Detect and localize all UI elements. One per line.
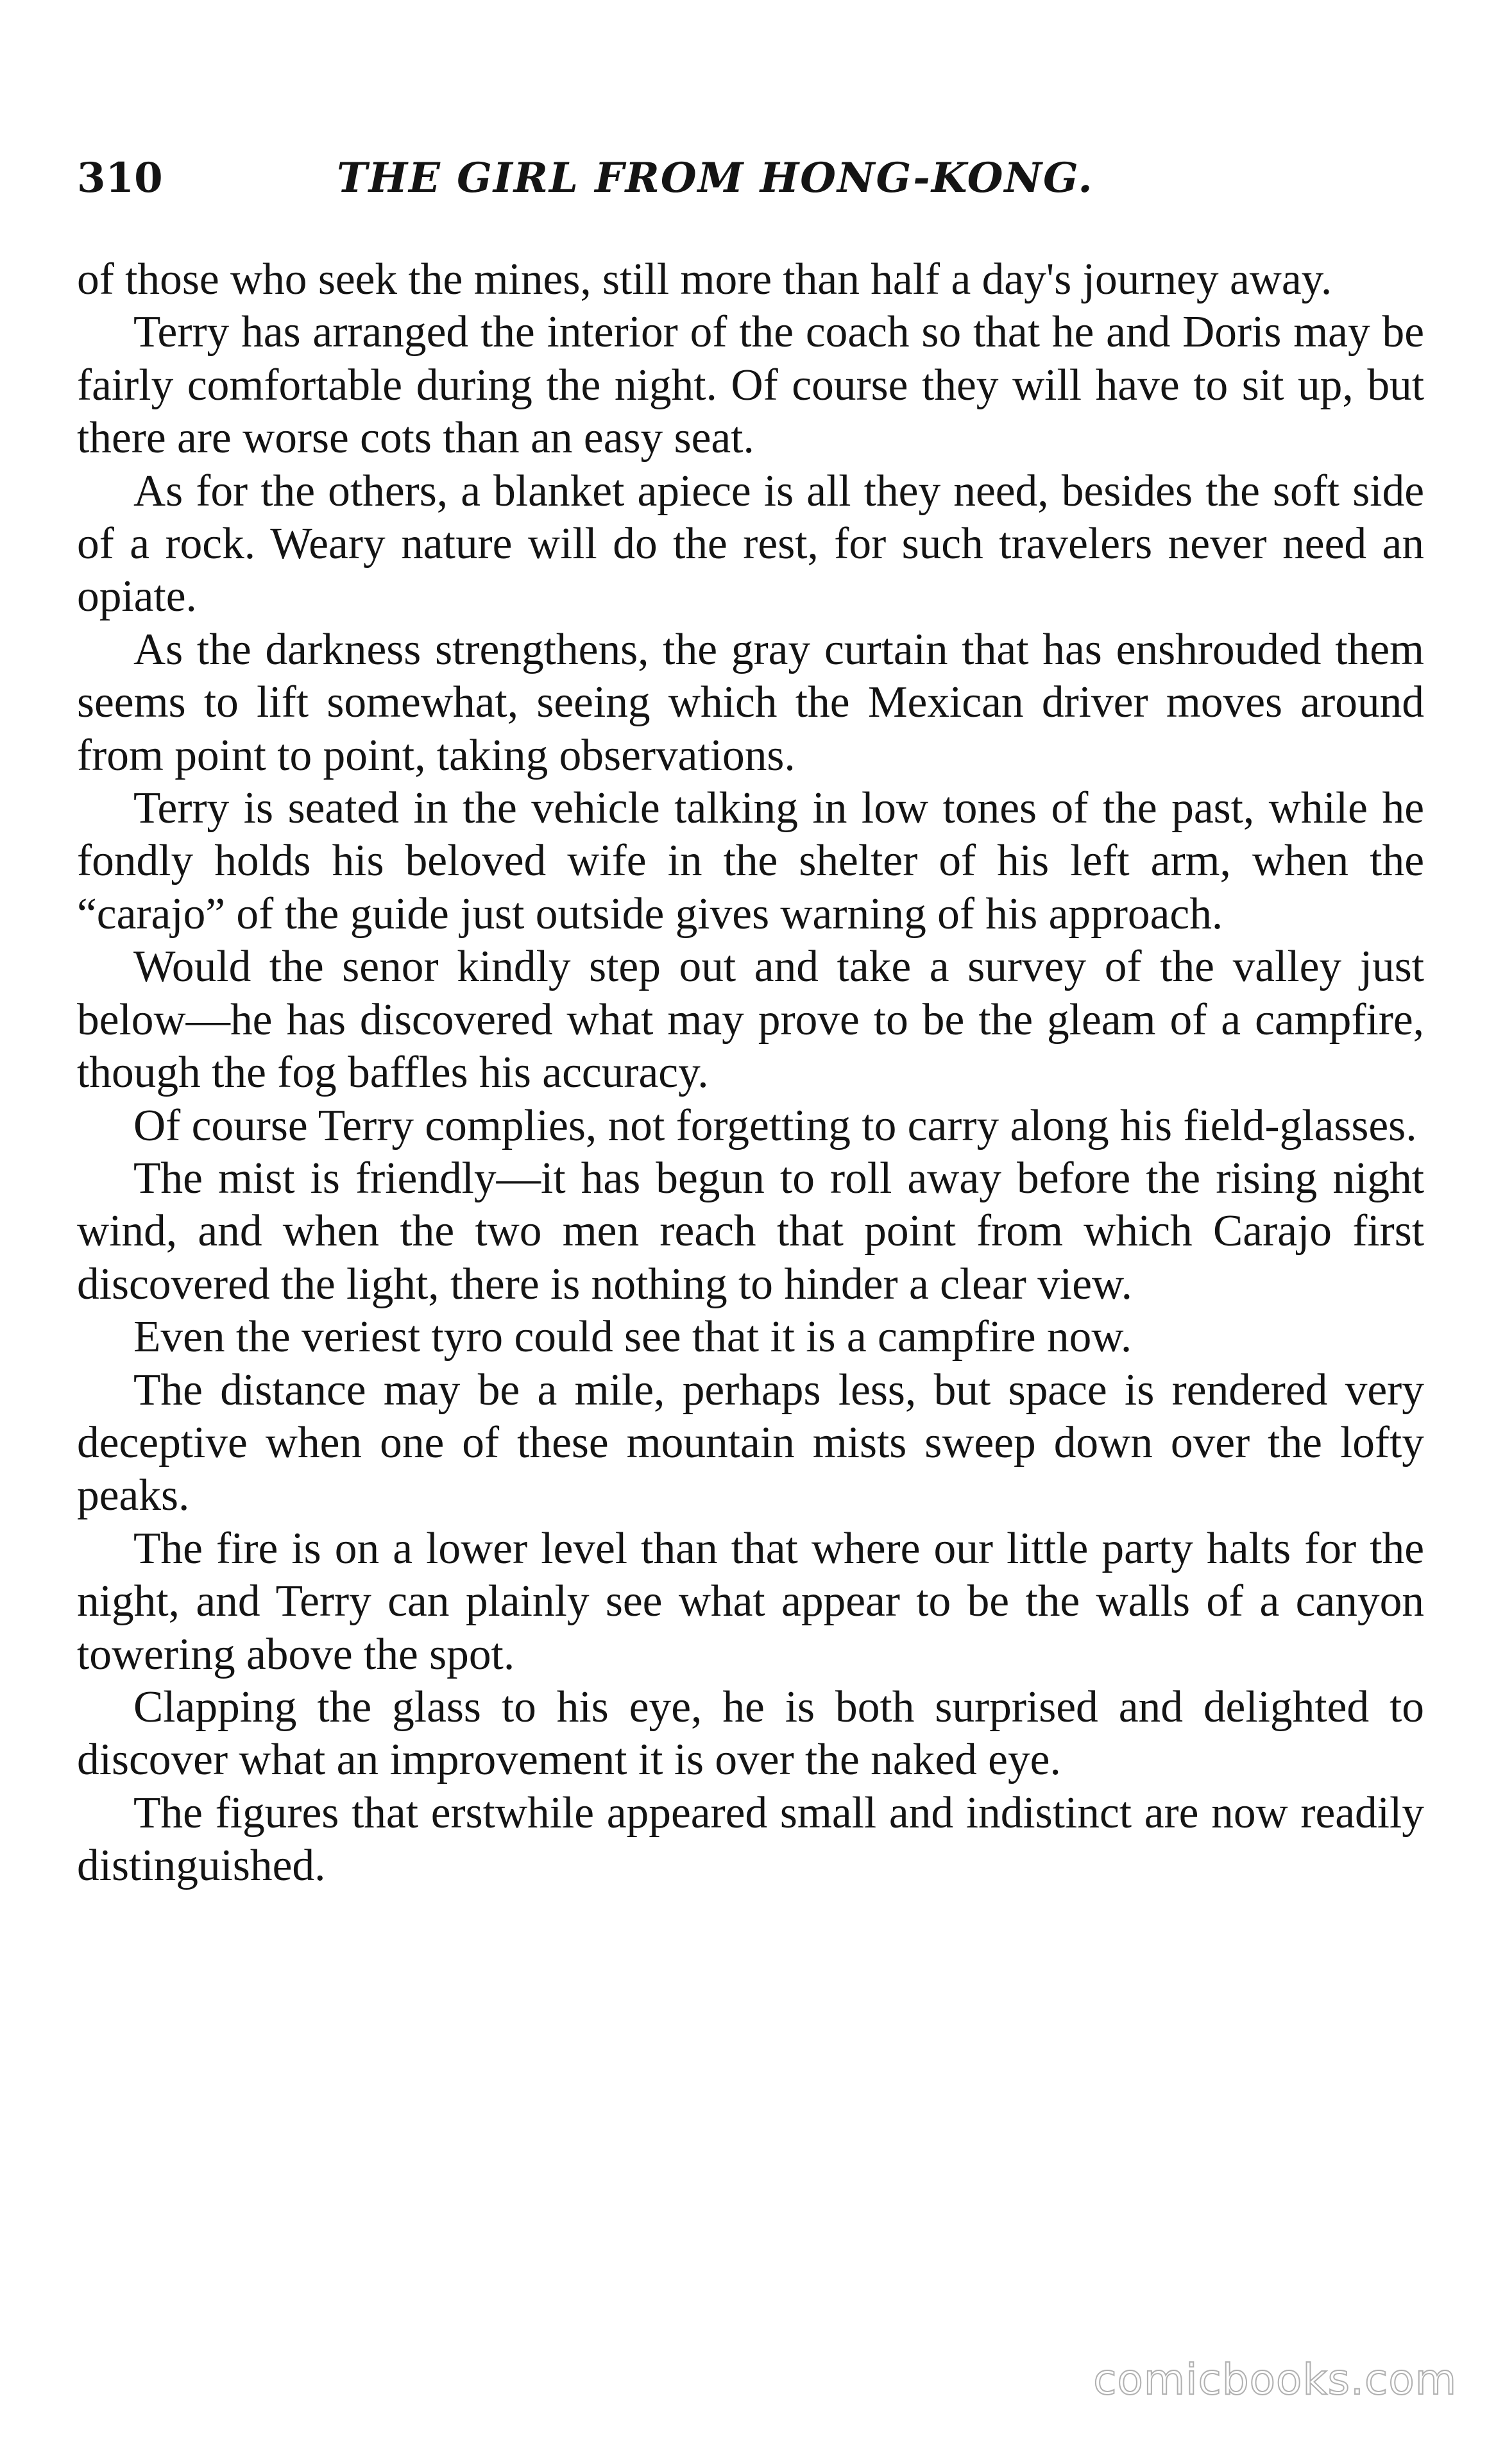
running-head bbox=[77, 154, 1424, 218]
page-number: 310 bbox=[77, 154, 163, 202]
paragraph: Terry has arranged the interior of the coach so that he and Doris may be fairly comfortable during the night. Of course they will have to sit up, but there are worse cots than an easy seat. bbox=[77, 307, 1424, 463]
paragraph: Even the veriest tyro could see that it is a campfire now. bbox=[133, 1312, 1132, 1362]
body-text bbox=[77, 253, 1424, 1893]
paragraph: Of course Terry complies, not forgetting to carry along his field-glasses. bbox=[133, 1100, 1417, 1151]
paragraph: The fire is on a lower level than that where our little party halts for the night, and Terry can plainly see what appear to be the walls of a canyon towering above the spot. bbox=[77, 1523, 1424, 1679]
paragraph: Terry is seated in the vehicle talking in low tones of the past, while he fondly holds his beloved wife in the shelter of his left arm, when the “carajo” of the guide just outside gives warning of his approach. bbox=[77, 783, 1424, 939]
paragraph: The mist is friendly—it has begun to roll away before the rising night wind, and when the two men reach that point from which Carajo first discovered the light, there is nothing to hinder a clear view. bbox=[77, 1153, 1424, 1309]
paragraph: Clapping the glass to his eye, he is both surprised and delighted to discover what an improvement it is over the naked eye. bbox=[77, 1682, 1424, 1785]
paragraph: The figures that erstwhile appeared small and indistinct are now readily distinguished. bbox=[77, 1788, 1424, 1891]
page-content bbox=[77, 154, 1424, 1893]
book-title: THE GIRL FROM HONG-KONG. bbox=[337, 154, 1094, 202]
paragraph: As for the others, a blanket apiece is all they need, besides the soft side of a rock. Weary nature will do the rest, for such travelers never need an opiate. bbox=[77, 466, 1424, 622]
paragraph: The distance may be a mile, perhaps less, but space is rendered very deceptive when one of these mountain mists sweep down over the lofty peaks. bbox=[77, 1365, 1424, 1521]
paragraph: Would the senor kindly step out and take a survey of the valley just below—he has discovered what may prove to be the gleam of a campfire, though the fog baffles his accuracy. bbox=[77, 942, 1424, 1098]
paragraph: As the darkness strengthens, the gray curtain that has enshrouded them seems to lift somewhat, seeing which the Mexican driver moves around from point to point, taking observations. bbox=[77, 624, 1424, 780]
paragraph: of those who seek the mines, still more than half a day's journey away. bbox=[77, 255, 1332, 304]
watermark-text: comicbooks.com bbox=[1093, 2355, 1457, 2404]
